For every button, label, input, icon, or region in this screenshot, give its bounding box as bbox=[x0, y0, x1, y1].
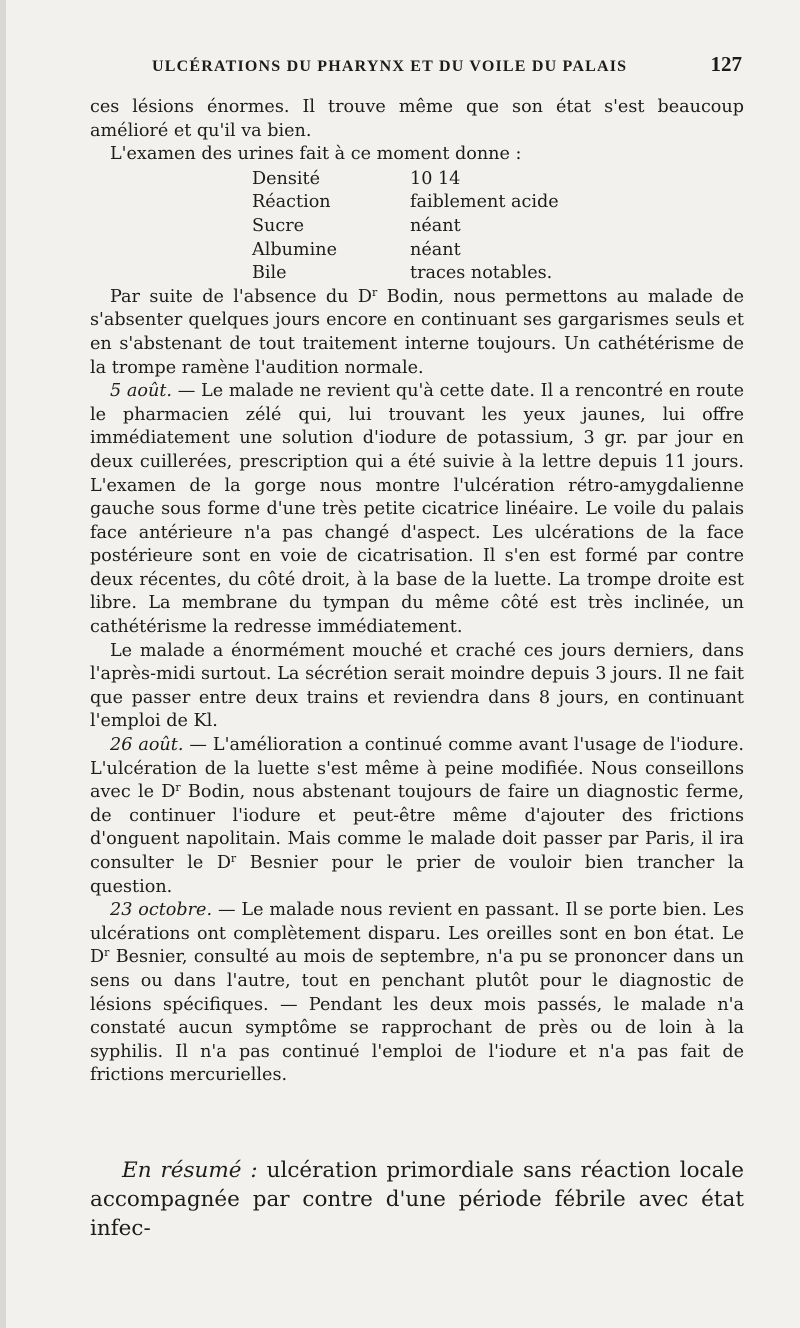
table-row bbox=[90, 262, 744, 286]
row-label: Densité bbox=[252, 168, 320, 189]
summary-lead: En résumé : bbox=[122, 1158, 258, 1183]
row-label: Albumine bbox=[252, 239, 337, 260]
main-text bbox=[90, 96, 744, 1088]
table-row bbox=[90, 239, 744, 263]
text-run: Besnier, consulté au mois de septembre, n'a pu se prononcer dans un sens ou dans l'autre, tout en penchant plutôt pour le diagnostic de lésions spécifiques. — Pendant les deux mois passés, le malade n'a constaté aucun symptôme se rapprochant de près ou de loin à la syphilis. Il n'a pas continué l'emploi de l'iodure et n'a pas fait de frictions mercurielles. bbox=[90, 947, 744, 1086]
text-run: ulcération primordiale sans réaction locale accompagnée par contre d'une période fébrile avec état infec- bbox=[90, 1158, 744, 1241]
row-value: néant bbox=[410, 215, 461, 236]
paragraph-26-aout bbox=[90, 734, 744, 899]
summary-paragraph bbox=[90, 1156, 744, 1243]
running-title: ULCÉRATIONS DU PHARYNX ET DU VOILE DU PALAIS bbox=[152, 58, 628, 75]
summary-section bbox=[90, 1156, 744, 1243]
paragraph-5-aout bbox=[90, 380, 744, 640]
text-run: Besnier pour le prier de vouloir bien trancher la question. bbox=[90, 853, 744, 897]
superscript: r bbox=[104, 946, 110, 960]
superscript: r bbox=[372, 285, 378, 299]
row-value: traces notables. bbox=[410, 263, 553, 284]
table-row bbox=[90, 215, 744, 239]
paragraph-bodin-absence bbox=[90, 286, 744, 380]
superscript: r bbox=[175, 781, 181, 795]
paragraph-23-octobre bbox=[90, 899, 744, 1088]
table-row bbox=[90, 191, 744, 215]
running-header bbox=[152, 52, 742, 82]
text-run: — Le malade nous revient en passant. Il se porte bien. Les ulcérations ont complètement disparu. Les oreilles sont en bon état. Le D bbox=[90, 900, 744, 968]
page-number: 127 bbox=[710, 52, 742, 76]
text-run: Par suite de l'absence du D bbox=[110, 286, 373, 307]
row-value: néant bbox=[410, 239, 461, 260]
text-run: Bodin, nous permettons au malade de s'absenter quelques jours encore en continuant ses gargarismes seuls et en s'abstenant de tout traitement interne toujours. Un cathétérisme de la trompe ramène l'audition normale. bbox=[90, 286, 744, 378]
text-run: — Le malade ne revient qu'à cette date. Il a rencontré en route le pharmacien zélé qui, lui trouvant les yeux jaunes, lui offre immédiatement une solution d'iodure de potassium, 3 gr. par jour en deux cuillerées, prescription qui a été suivie à la lettre depuis 11 jours. L'examen de la gorge nous montre l'ulcération rétro-amygdalienne gauche sous forme d'une très petite cicatrice linéaire. Le voile du palais face antérieure n'a pas changé d'aspect. Les ulcérations de la face postérieure sont en voie de cicatrisation. Il s'en est formé par contre deux récentes, du côté droit, à la base de la luette. La trompe droite est libre. La membrane du tympan du même côté est très inclinée, un cathétérisme la redresse immédiatement. bbox=[90, 381, 744, 638]
paragraph-secretion: Le malade a énormément mouché et craché ces jours derniers, dans l'après-midi surtout. La sécrétion serait moindre depuis 3 jours. Il ne fait que passer entre deux trains et reviendra dans 8 jours, en continuant l'emploi de Kl. bbox=[90, 640, 744, 732]
text-run: Bodin, nous abstenant toujours de faire un diagnostic ferme, de continuer l'iodure et peut-être même d'ajouter des frictions d'onguent napolitain. Mais comme le malade doit passer par Paris, il ira consulter le D bbox=[90, 782, 744, 873]
row-value: 10 14 bbox=[410, 168, 461, 189]
entry-date: 5 août. bbox=[110, 381, 172, 402]
entry-date: 26 août. bbox=[110, 735, 184, 756]
row-label: Sucre bbox=[252, 215, 305, 236]
row-value: faiblement acide bbox=[410, 192, 559, 213]
table-row bbox=[90, 168, 744, 192]
text-run: — L'amélioration a continué comme avant l'usage de l'iodure. L'ulcération de la luette s'est même à peine modifiée. Nous conseillons avec le D bbox=[90, 735, 744, 803]
row-label: Bile bbox=[252, 263, 287, 284]
entry-date: 23 octobre. bbox=[110, 900, 213, 921]
paragraph-urine-intro: L'examen des urines fait à ce moment donne : bbox=[110, 144, 522, 165]
superscript: r bbox=[230, 852, 237, 865]
paragraph-continuation: ces lésions énormes. Il trouve même que son état s'est beaucoup amélioré et qu'il va bien. bbox=[90, 97, 744, 141]
urine-results-table bbox=[90, 168, 744, 286]
row-label: Réaction bbox=[252, 192, 331, 213]
